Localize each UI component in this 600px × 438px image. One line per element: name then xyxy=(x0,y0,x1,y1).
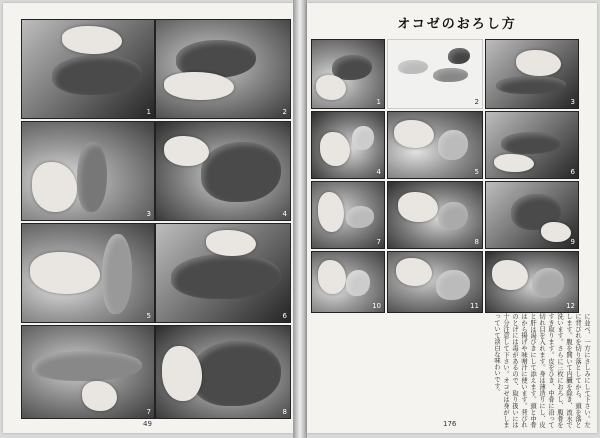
photo-right-2 xyxy=(387,39,483,109)
photo-right-11 xyxy=(387,251,483,313)
photo-number: 8 xyxy=(474,238,479,246)
photo-right-1 xyxy=(311,39,385,109)
book-gutter xyxy=(293,0,307,438)
body-text: に並べ、一方にさしみにして下さい。左に背びれを切り落としてから、頭を落とします。腹を開いて内臓を除き、流水で洗います。さらに三枚におろし、腹骨をすき取ります。皮をひき、中骨に沿って切れ目を入れます。身は薄造りにし、皮と肝は湯びきにして添えます。頭と中骨はから揚げや味噌汁に使います。背びれのとげには毒があるので、取り扱いには十分注意して下さい。オコゼは身がしまっていて淡白な味わいです。 xyxy=(493,313,590,428)
photo-number: 6 xyxy=(570,168,575,176)
photo-number: 11 xyxy=(470,302,479,310)
page-number: 176 xyxy=(443,420,457,428)
photo-right-6 xyxy=(485,111,579,179)
photo-number: 7 xyxy=(146,408,151,416)
photo-number: 4 xyxy=(282,210,287,218)
photo-left-3 xyxy=(21,121,155,221)
photo-number: 6 xyxy=(282,312,287,320)
photo-left-7 xyxy=(21,325,155,419)
photo-left-6 xyxy=(155,223,291,323)
photo-number: 9 xyxy=(570,238,575,246)
photo-right-4 xyxy=(311,111,385,179)
photo-left-4 xyxy=(155,121,291,221)
photo-number: 10 xyxy=(372,302,381,310)
photo-number: 1 xyxy=(376,98,381,106)
photo-left-1 xyxy=(21,19,155,119)
photo-right-9 xyxy=(485,181,579,249)
photo-number: 2 xyxy=(282,108,287,116)
photo-number: 3 xyxy=(146,210,151,218)
photo-right-8 xyxy=(387,181,483,249)
photo-number: 7 xyxy=(376,238,381,246)
photo-right-10 xyxy=(311,251,385,313)
photo-right-5 xyxy=(387,111,483,179)
photo-number: 12 xyxy=(566,302,575,310)
photo-left-8 xyxy=(155,325,291,419)
left-page xyxy=(3,3,293,433)
photo-number: 3 xyxy=(570,98,575,106)
photo-right-7 xyxy=(311,181,385,249)
photo-left-5 xyxy=(21,223,155,323)
right-page xyxy=(307,3,597,433)
page-number: 49 xyxy=(143,420,152,428)
photo-number: 8 xyxy=(282,408,287,416)
photo-number: 1 xyxy=(146,108,151,116)
photo-number: 5 xyxy=(474,168,479,176)
photo-number: 2 xyxy=(474,98,479,106)
photo-right-3 xyxy=(485,39,579,109)
photo-number: 5 xyxy=(146,312,151,320)
photo-number: 4 xyxy=(376,168,381,176)
photo-right-12 xyxy=(485,251,579,313)
photo-left-2 xyxy=(155,19,291,119)
page-title: オコゼのおろし方 xyxy=(397,17,517,32)
